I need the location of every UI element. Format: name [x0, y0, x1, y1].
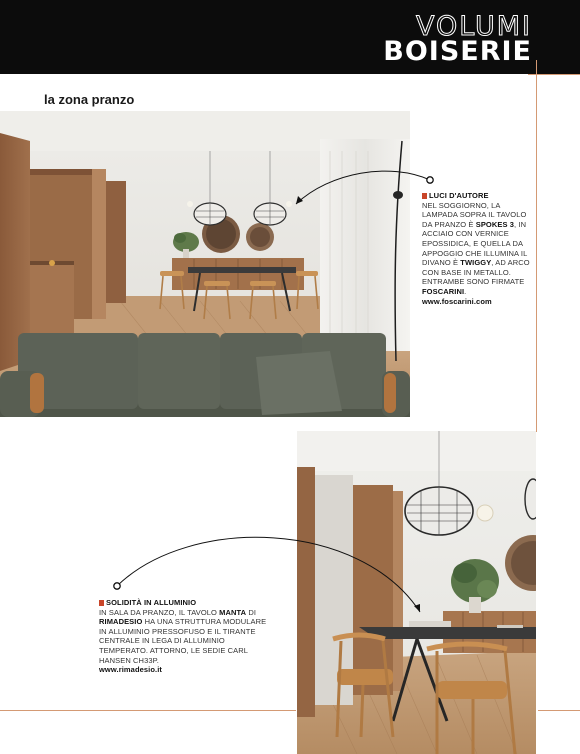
- caption-marker: [99, 600, 104, 606]
- caption-solidita-title: SOLIDITÀ IN ALLUMINIO: [106, 598, 197, 607]
- connector-top-dot: [427, 177, 433, 183]
- caption-luci-text-4: .: [464, 286, 467, 296]
- caption-luci-product-twiggy: TWIGGY: [460, 258, 492, 268]
- caption-luci-text-2: , IN ACCIAIO CON VERNICE EPOSSIDICA, E QUELLA DA APPOGGIO CHE ILLUMINA IL DIVANO È: [422, 219, 528, 268]
- caption-luci-text-3: , AD ARCO CON BASE IN METALLO. ENTRAMBE SONO FIRMATE: [422, 258, 530, 287]
- caption-luci-url[interactable]: www.foscarini.com: [422, 296, 492, 306]
- caption-solidita-text-1: IN SALA DA PRANZO, IL TAVOLO: [99, 607, 217, 617]
- connector-top: [296, 171, 430, 204]
- caption-marker: [422, 193, 427, 199]
- connector-top-arrowhead: [296, 196, 303, 204]
- caption-luci-text-1: NEL SOGGIORNO, LA LAMPADA SOPRA IL TAVOLO DA PRANZO È: [422, 200, 527, 229]
- header-title-volumi: VOLUMI: [416, 11, 532, 42]
- caption-solidita-product-manta: MANTA: [219, 607, 247, 617]
- header-title-boiserie: BOISERIE: [383, 36, 532, 67]
- caption-luci-brand: FOSCARINI: [422, 286, 465, 296]
- caption-luci-product-spokes: SPOKES 3: [475, 219, 515, 229]
- caption-solidita-text-3: HA UNA STRUTTURA MODULARE IN ALLUMINIO PRESSOFUSO E IL TIRANTE CENTRALE IN LEGA DI ALLUMINIO TEMPERATO. ATTORNO, LE SEDIE CARL HANSEN CH33P.: [99, 617, 267, 665]
- caption-solidita-brand: RIMADESIO: [99, 617, 143, 627]
- connector-bottom-dot: [114, 583, 120, 589]
- caption-solidita-text-2: DI: [248, 607, 257, 617]
- section-title: la zona pranzo: [44, 92, 135, 107]
- caption-luci: [422, 191, 534, 306]
- caption-luci-title: LUCI D'AUTORE: [429, 191, 489, 200]
- caption-solidita-url[interactable]: www.rimadesio.it: [99, 665, 163, 675]
- caption-solidita: [99, 598, 269, 675]
